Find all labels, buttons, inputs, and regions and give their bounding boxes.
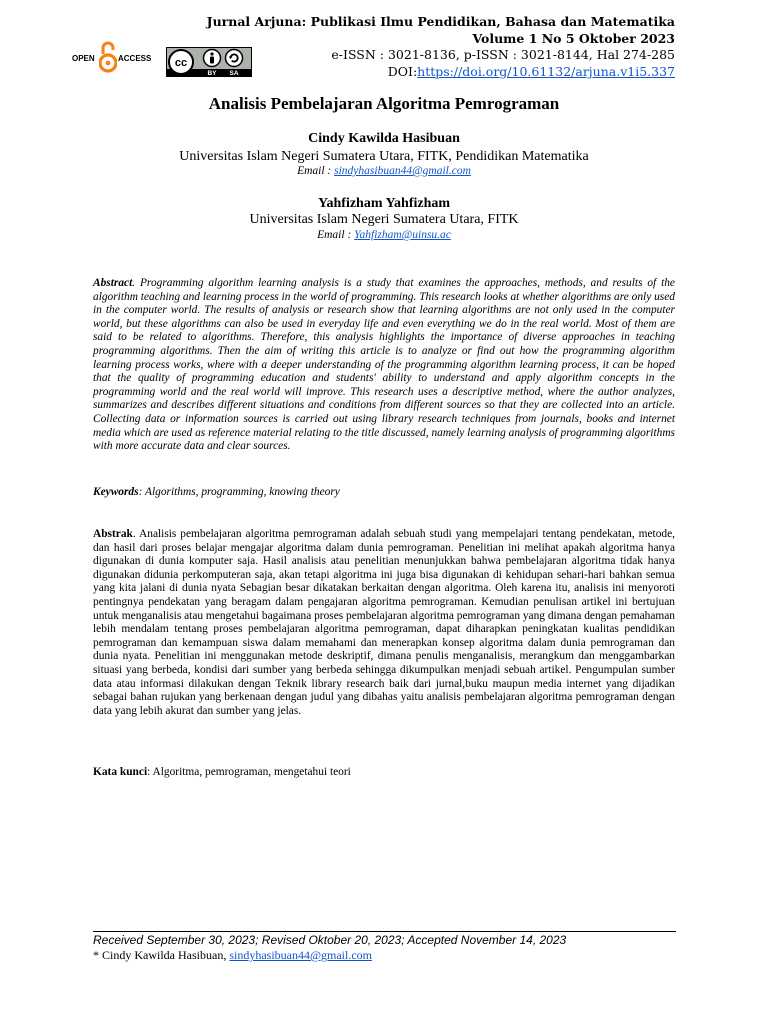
corresponding-prefix: * Cindy Kawilda Hasibuan, — [93, 948, 230, 962]
author-email-link-2[interactable]: Yahfizham@uinsu.ac — [354, 229, 451, 241]
abstract-indonesian-text: . Analisis pembelajaran algoritma pemrograman adalah sebuah studi yang mempelajari tentang pendekatan, metode, dan hasil dari proses belajar mengajar algoritma dalam dunia pemrograman. Penelitian ini melihat apakah algoritma hanya digunakan di dunia komputer saja. Hasil analisis atau penelitian menunjukkan bahwa pembelajaran algoritma tidak hanya digunakan didunia perkomputeran saja, akan tetapi algoritma ini juga bisa digunakan di kehidupan sehari-hari bahkan semua yang kita jalani di dunia nyata Sebagian besar dikatakan berkaitan dengan algoritma. Oleh karena itu, analisis ini menyoroti pentingnya pendekatan yang beragam dalam pengajaran algoritma pemrograman. Kemudian penulisan artikel ini bertujuan untuk menganalisis atau mengetahui bagaimana proses pembelajaran algoritma pemrograman yang dimana dengan pemahaman lebih mendalam tentang proses pembelajaran algoritma pemrograman, dapat diharapkan peningkatan kualitas pendidikan pemrograman dan kemampuan siswa dalam memahami dan menerapkan konsep algoritma dalam dunia pemrograman dan dunia nyata. Penelitian ini menggunakan metode deskriptif, dimana penulis menganalisis, merangkum dan menggambarkan situasi yang berbeda, kondisi dari sumber yang berbeda sehingga dikumpulkan menjadi sebuah artikel. Pengumpulan sumber data atau informasi dilakukan dengan Teknik library research baik dari jurnal,buku maupun media internet yang dijadikan sebagai bahan rujukan yang berkenaan dengan judul yang dibahas yaitu analisis pembelajaran algoritma pemrograman dengan data yang lebih akurat dan sumber yang jelas. — [93, 528, 675, 717]
article-title: Analisis Pembelajaran Algoritma Pemrograman — [208, 94, 560, 113]
kata-kunci-label: Kata kunci — [93, 766, 148, 778]
doi-link[interactable]: https://doi.org/10.61132/arjuna.v1i5.337 — [417, 63, 675, 79]
cc-by-person-icon — [204, 50, 221, 67]
email-label: Email : — [317, 229, 355, 241]
cc-sa-share-alike-icon — [226, 50, 243, 67]
journal-volume: Volume 1 No 5 Oktober 2023 — [472, 30, 675, 46]
keywords — [93, 486, 675, 498]
author-affiliation-2: Universitas Islam Negeri Sumatera Utara, FITK — [249, 212, 519, 227]
abstract-english — [93, 277, 675, 454]
abstract-english-text: . Programming algorithm learning analysis is a study that examines the approaches, methods, and results of the algorithm teaching and learning process in the world of programming. This research looks at whether algorithms are only used in the computer world. The results of analysis or research show that learning algorithms are not only used in the computer world, but these algorithms can also be used in everyday life and even everything we do in the real world. Most of them are said to be related to algorithms. Therefore, this analysis highlights the importance of diverse approaches in teaching programming algorithms. Then the aim of writing this article is to analyze or find out how the programming algorithm learning process works, where with a deeper understanding of the programming algorithm learning process, it can be hoped that the quality of programming education and students' ability to understand and apply algorithm concepts in the programming world and the real world will improve. This research uses a descriptive method, where the author analyzes, summarizes and describes different situations and conditions from different sources so that they are collected into an article. Collecting data or information sources is carried out using library research techniques from journals, books and internet media which are used as reference material relating to the title discussed, namely learning analysis of programming algorithms with more accurate data and clear sources. — [93, 277, 675, 453]
received-dates: Received September 30, 2023; Revised Oktober 20, 2023; Accepted November 14, 2023 — [93, 933, 567, 947]
keywords-text: : Algorithms, programming, knowing theory — [138, 486, 340, 498]
creative-commons-icon — [169, 50, 193, 74]
journal-header — [207, 14, 675, 80]
corresponding-author — [93, 948, 372, 963]
author-email-link-1[interactable]: sindyhasibuan44@gmail.com — [334, 165, 471, 177]
abstract-indonesian — [93, 528, 675, 718]
author-affiliation-1: Universitas Islam Negeri Sumatera Utara, FITK, Pendidikan Matematika — [179, 149, 589, 164]
open-access-text-left: OPEN — [72, 54, 95, 63]
footer-divider — [93, 931, 676, 932]
author-email-1 — [0, 165, 768, 177]
email-label: Email : — [297, 165, 335, 177]
journal-name: Jurnal Arjuna: Publikasi Ilmu Pendidikan, Bahasa dan Matematika — [206, 14, 675, 29]
abstract-indonesian-label: Abstrak — [93, 528, 133, 540]
cc-sa-label: SA — [229, 70, 239, 77]
author-name-2: Yahfizham Yahfizham — [317, 196, 451, 211]
kata-kunci — [93, 766, 675, 778]
author-email-2 — [0, 229, 768, 241]
kata-kunci-text: : Algoritma, pemrograman, mengetahui teori — [147, 766, 351, 778]
cc-by-sa-badge — [166, 47, 252, 77]
abstract-english-label: Abstract — [93, 277, 133, 289]
doi-label: DOI: — [387, 63, 418, 79]
open-access-lock-icon — [99, 40, 117, 74]
cc-by-label: BY — [207, 70, 217, 77]
svg-text:cc: cc — [174, 57, 188, 69]
open-access-logo — [72, 40, 160, 78]
journal-issn: e-ISSN : 3021-8136, p-ISSN : 3021-8144, Hal 274-285 — [331, 47, 675, 62]
corresponding-email-link[interactable]: sindyhasibuan44@gmail.com — [229, 948, 373, 962]
author-name-1: Cindy Kawilda Hasibuan — [308, 131, 460, 146]
keywords-label: Keywords — [93, 486, 139, 498]
journal-doi — [207, 64, 675, 81]
open-access-text-right: ACCESS — [118, 54, 152, 63]
